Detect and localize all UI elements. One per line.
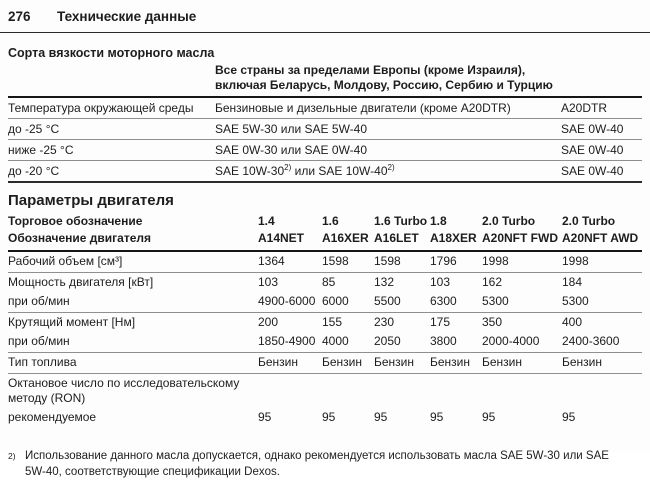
cell-value: 155 bbox=[322, 315, 343, 329]
oil-section-heading: Сорта вязкости моторного масла bbox=[8, 46, 215, 60]
table-header-row-trade-designation bbox=[8, 213, 642, 230]
cell-value: Бензин bbox=[374, 355, 415, 369]
cell-value: 1598 bbox=[322, 254, 349, 268]
cell-value: 1598 bbox=[374, 254, 401, 268]
row-label: при об/мин bbox=[8, 294, 70, 308]
cell-value: 1796 bbox=[430, 254, 457, 268]
cell-value: A14NET bbox=[258, 231, 305, 245]
oil-table-header-row bbox=[8, 98, 642, 119]
oil-spec-cell: SAE 5W-30 или SAE 5W-40 bbox=[215, 122, 368, 136]
cell-value: Бензин bbox=[430, 355, 471, 369]
table-row bbox=[8, 119, 642, 140]
row-label: Крутящий момент [Нм] bbox=[8, 315, 136, 329]
cell-value: A16LET bbox=[374, 231, 419, 245]
oil-viscosity-table bbox=[8, 96, 642, 183]
temperature-cell: до -20 °C bbox=[8, 164, 60, 178]
cell-value: 95 bbox=[322, 410, 336, 424]
cell-value: 2.0 Turbo bbox=[562, 214, 616, 228]
cell-value: 1998 bbox=[482, 254, 509, 268]
column-header-main-engines: Бензиновые и дизельные двигатели (кроме A20DTR) bbox=[215, 101, 511, 115]
cell-value: 95 bbox=[374, 410, 388, 424]
cell-value: Бензин bbox=[562, 355, 603, 369]
cell-value: 1.6 Turbo bbox=[374, 214, 428, 228]
footnote bbox=[8, 448, 642, 480]
table-row-torque-rpm bbox=[8, 332, 642, 353]
footnote-reference: 2) bbox=[387, 163, 395, 172]
row-label: Торговое обозначение bbox=[8, 214, 143, 228]
cell-value: 103 bbox=[430, 275, 451, 289]
page-header bbox=[0, 0, 650, 33]
cell-value: 85 bbox=[322, 275, 336, 289]
table-row-octane-recommended bbox=[8, 408, 642, 427]
cell-value: 95 bbox=[258, 410, 272, 424]
cell-value: A16XER bbox=[322, 231, 369, 245]
cell-value: 350 bbox=[482, 315, 503, 329]
cell-value: 2050 bbox=[374, 334, 401, 348]
oil-spec-text: SAE 10W-30 bbox=[215, 164, 285, 178]
table-row-octane-label bbox=[8, 374, 642, 408]
oil-spec-cell bbox=[215, 164, 557, 178]
oil-viscosity-section bbox=[0, 46, 650, 183]
table-row-power-rpm bbox=[8, 292, 642, 313]
oil-region-header bbox=[215, 63, 642, 93]
row-label: Мощность двигателя [кВт] bbox=[8, 275, 154, 289]
cell-value: 1364 bbox=[258, 254, 285, 268]
cell-value: 1998 bbox=[562, 254, 589, 268]
page-number: 276 bbox=[8, 9, 31, 24]
temperature-cell: ниже -25 °C bbox=[8, 143, 74, 157]
cell-value: 400 bbox=[562, 315, 583, 329]
oil-spec-cell: SAE 0W-30 или SAE 0W-40 bbox=[215, 143, 368, 157]
table-row-power bbox=[8, 273, 642, 292]
table-row bbox=[8, 140, 642, 161]
cell-value: 3800 bbox=[430, 334, 457, 348]
row-label: Октановое число по исследовательскому методу (RON) bbox=[8, 376, 240, 405]
oil-region-line1: Все страны за пределами Европы (кроме Израиля), bbox=[215, 63, 526, 77]
cell-value: 6000 bbox=[322, 294, 349, 308]
cell-value: 1.6 bbox=[322, 214, 339, 228]
table-row-displacement bbox=[8, 252, 642, 273]
cell-value: 103 bbox=[258, 275, 279, 289]
cell-value: 5500 bbox=[374, 294, 401, 308]
column-header-temperature: Температура окружающей среды bbox=[8, 101, 194, 115]
engine-section-heading: Параметры двигателя bbox=[8, 192, 174, 209]
cell-value: 2000-4000 bbox=[482, 334, 540, 348]
cell-value: Бензин bbox=[322, 355, 363, 369]
oil-region-line2: включая Беларусь, Молдову, Россию, Сербию и Турцию bbox=[215, 78, 553, 92]
cell-value: 1.8 bbox=[430, 214, 447, 228]
engine-parameters-table bbox=[8, 213, 642, 427]
table-header-row-engine-code bbox=[8, 230, 642, 252]
cell-value: 4900-6000 bbox=[258, 294, 316, 308]
cell-value: 2.0 Turbo bbox=[482, 214, 536, 228]
cell-value: 4000 bbox=[322, 334, 349, 348]
table-row-fuel-type bbox=[8, 353, 642, 374]
cell-value: Бензин bbox=[482, 355, 523, 369]
cell-value: 162 bbox=[482, 275, 503, 289]
row-label: при об/мин bbox=[8, 334, 70, 348]
cell-value: 6300 bbox=[430, 294, 457, 308]
oil-spec-text: или SAE 10W-40 bbox=[291, 164, 388, 178]
row-label: рекомендуемое bbox=[8, 410, 97, 424]
column-header-a20dtr: A20DTR bbox=[561, 101, 608, 115]
cell-value: Бензин bbox=[258, 355, 299, 369]
footnote-marker: 2) bbox=[8, 451, 16, 461]
cell-value: A20NFT FWD bbox=[482, 231, 558, 245]
cell-value: 175 bbox=[430, 315, 451, 329]
a20dtr-spec-cell: SAE 0W-40 bbox=[561, 164, 624, 178]
row-label: Обозначение двигателя bbox=[8, 231, 151, 245]
footnote-reference: 2) bbox=[284, 163, 292, 172]
cell-value: 5300 bbox=[482, 294, 509, 308]
row-label: Рабочий объем [см³] bbox=[8, 254, 123, 268]
cell-value: 200 bbox=[258, 315, 279, 329]
cell-value: 132 bbox=[374, 275, 395, 289]
cell-value: A20NFT AWD bbox=[562, 231, 639, 245]
cell-value: 1850-4900 bbox=[258, 334, 316, 348]
cell-value: A18XER bbox=[430, 231, 477, 245]
cell-value: 95 bbox=[562, 410, 576, 424]
page-title: Технические данные bbox=[57, 9, 197, 24]
engine-parameters-section bbox=[0, 192, 650, 427]
table-row-torque bbox=[8, 313, 642, 332]
a20dtr-spec-cell: SAE 0W-40 bbox=[561, 122, 624, 136]
cell-value: 95 bbox=[430, 410, 444, 424]
a20dtr-spec-cell: SAE 0W-40 bbox=[561, 143, 624, 157]
table-row bbox=[8, 161, 642, 183]
footnote-text: Использование данного масла допускается, однако рекомендуется использовать масла SAE 5W-30 или SAE 5W-40, соответствующие спецификации Dexos. bbox=[25, 450, 609, 478]
cell-value: 2400-3600 bbox=[562, 334, 620, 348]
cell-value: 1.4 bbox=[258, 214, 275, 228]
row-label: Тип топлива bbox=[8, 355, 77, 369]
cell-value: 184 bbox=[562, 275, 583, 289]
cell-value: 230 bbox=[374, 315, 395, 329]
temperature-cell: до -25 °C bbox=[8, 122, 60, 136]
cell-value: 95 bbox=[482, 410, 496, 424]
cell-value: 5300 bbox=[562, 294, 589, 308]
